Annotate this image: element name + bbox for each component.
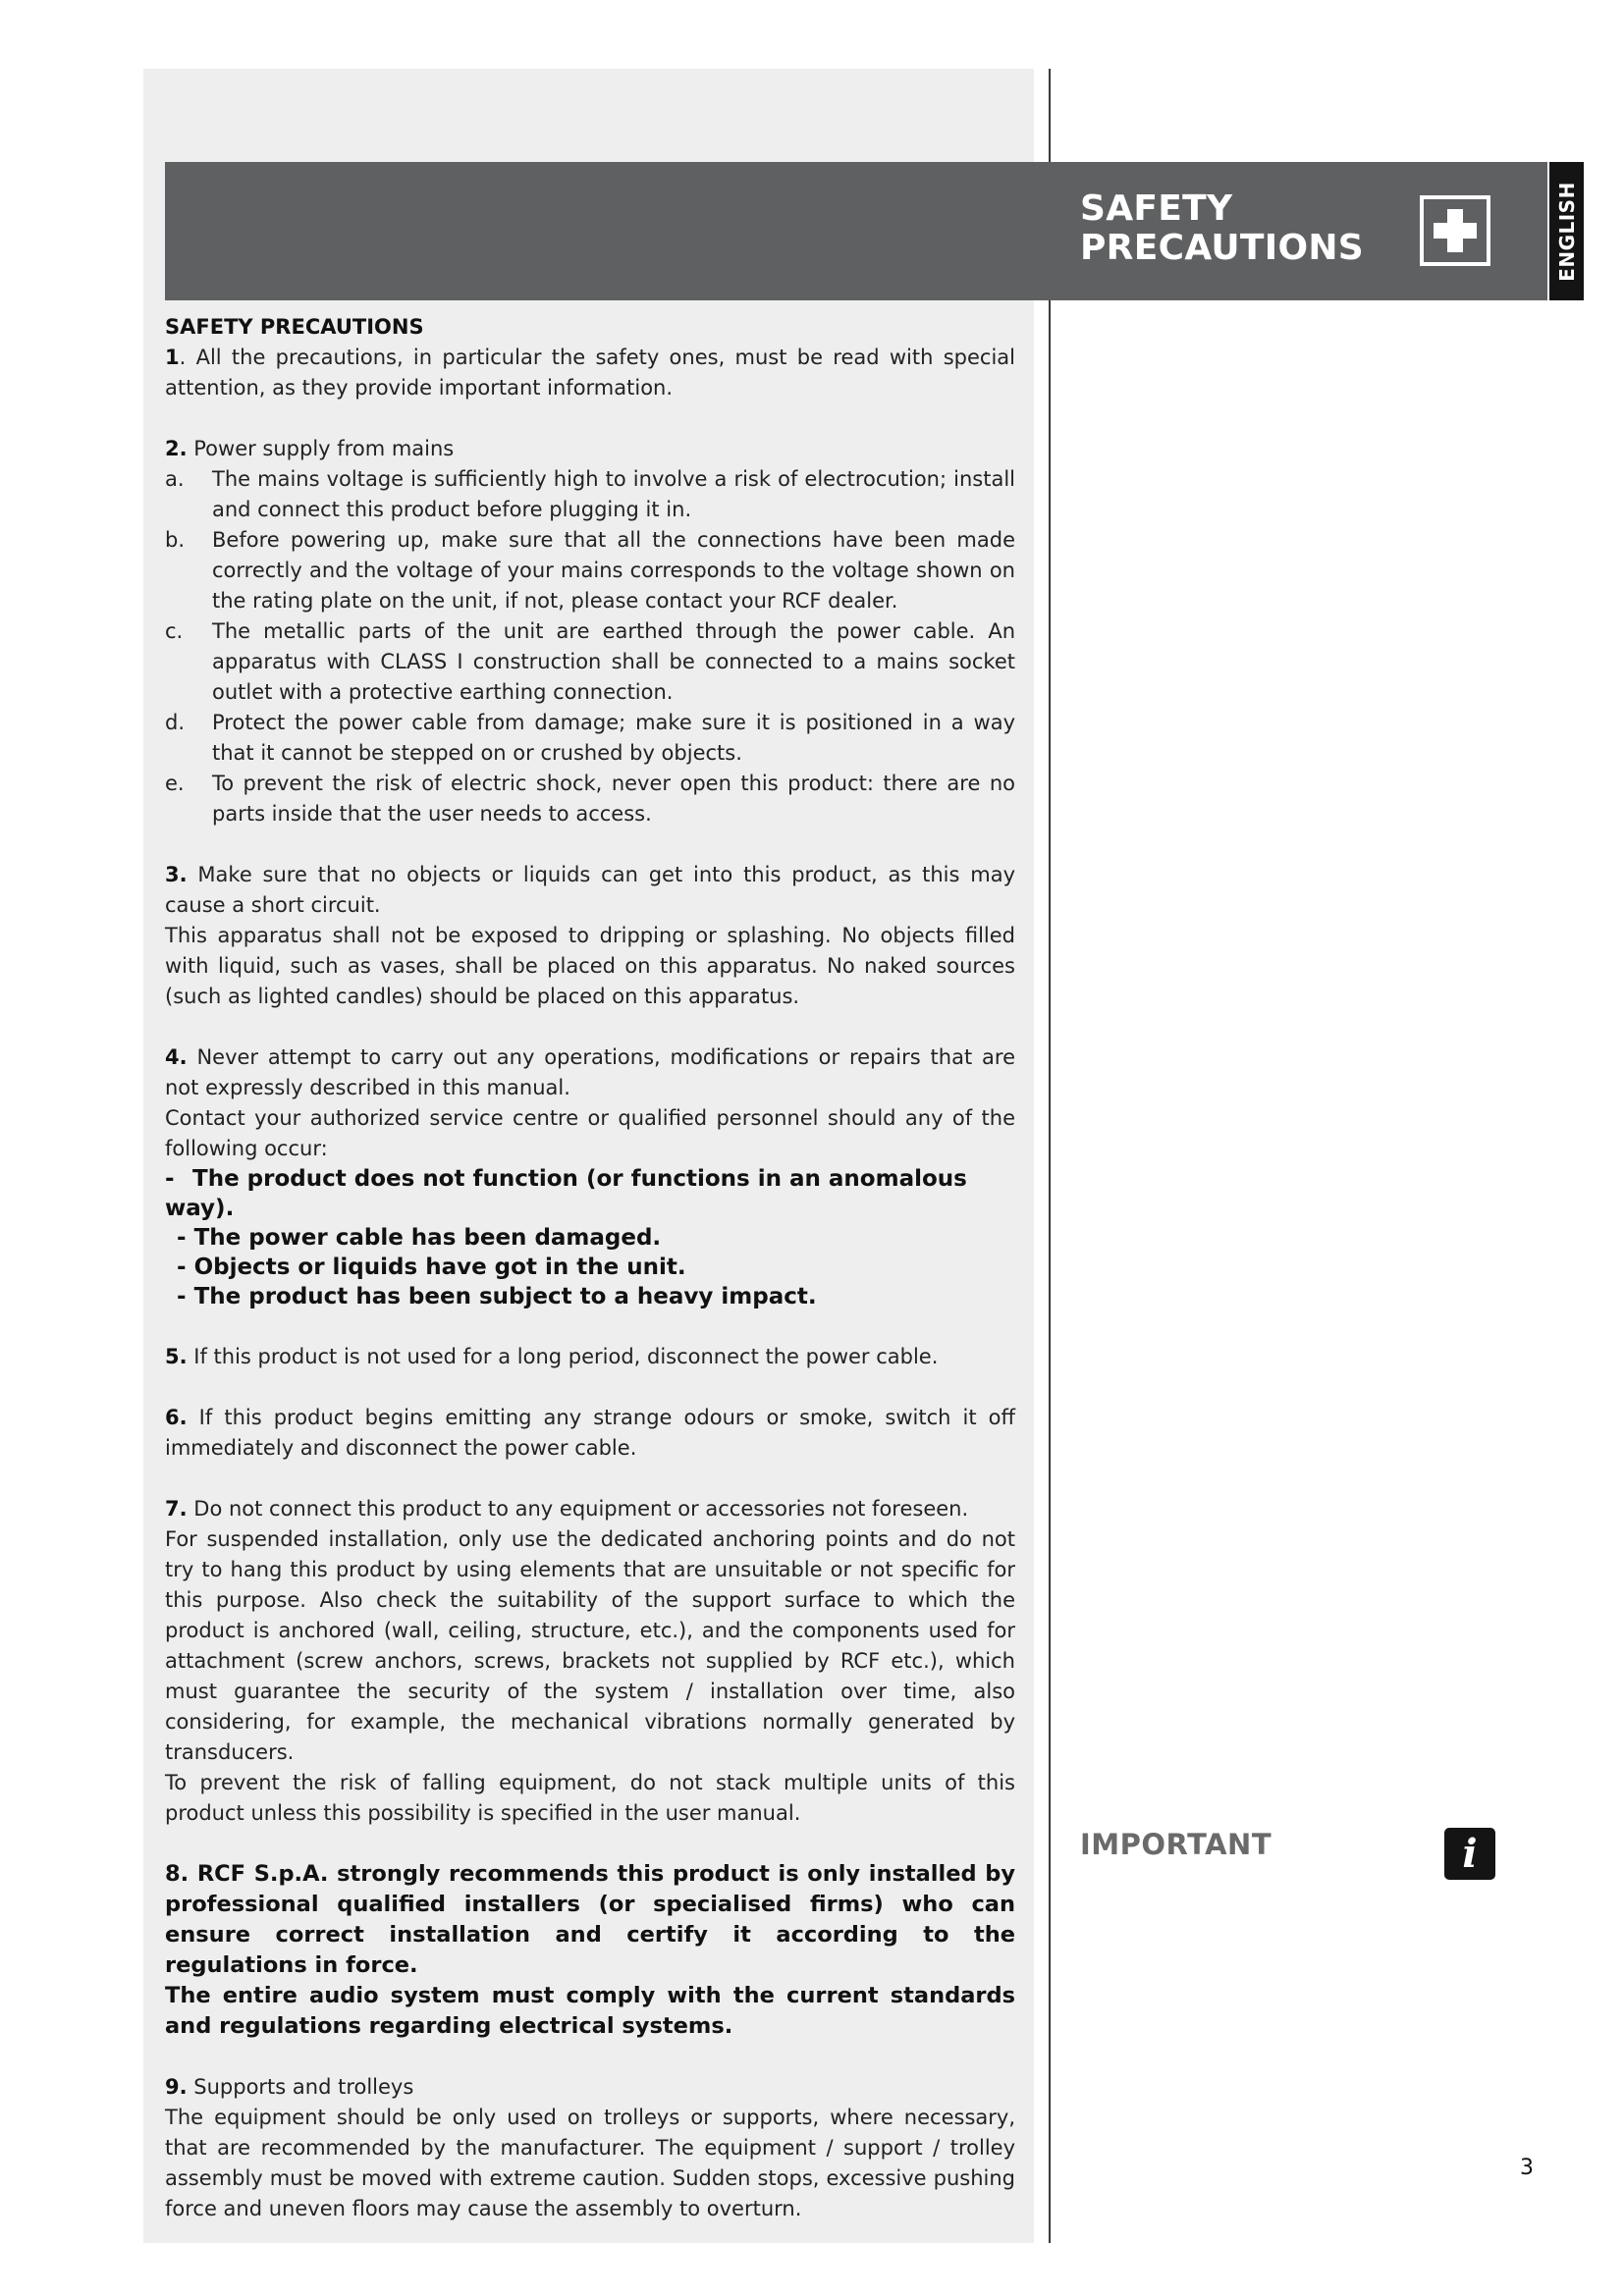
item-number: 6. (165, 1406, 188, 1429)
item-title: Power supply from mains (187, 437, 455, 460)
precaution-7 (165, 1494, 1015, 1524)
precaution-8-detail: The entire audio system must comply with the current standards and regulations regarding electrical systems. (165, 1983, 1015, 2039)
item-text: . All the precautions, in particular the safety ones, must be read with special attention, as they provide important information. (165, 346, 1015, 400)
precaution-7-detail-2: To prevent the risk of falling equipment, do not stack multiple units of this product unless this possibility is specified in the user manual. (165, 1771, 1015, 1825)
precaution-3 (165, 860, 1015, 921)
item-number: 2. (165, 437, 188, 460)
bullet-item: - The product does not function (or functions in an anomalous way). (165, 1166, 967, 1221)
safety-text (165, 312, 1015, 2224)
item-number: 3. (165, 863, 188, 886)
precaution-2-heading (165, 434, 1015, 464)
header-title (1080, 189, 1364, 268)
info-icon: i (1444, 1828, 1495, 1880)
precaution-9-detail: The equipment should be only used on trolleys or supports, where necessary, that are recommended by the manufacturer. The equipment / support / trolley assembly must be moved with extreme caution. Sudden stops, excessive pushing force and uneven floors may cause the assembly to overturn. (165, 2106, 1015, 2220)
language-tab-label: ENGLISH (1554, 181, 1579, 282)
important-label: IMPORTANT (1080, 1828, 1272, 1861)
item-number: 9. (165, 2075, 188, 2099)
first-aid-cross-icon (1420, 195, 1490, 266)
item-text: Do not connect this product to any equipment or accessories not foreseen. (187, 1497, 969, 1521)
precaution-9-heading (165, 2072, 1015, 2103)
column-divider (1049, 69, 1051, 2243)
header-title-line2: PRECAUTIONS (1080, 228, 1365, 268)
item-title: Supports and trolleys (187, 2075, 414, 2099)
header-title-line1: SAFETY (1080, 188, 1233, 229)
sub-item-e: e. To prevent the risk of electric shock, never open this product: there are no parts inside that the user needs to access. (165, 772, 1015, 826)
precaution-7-detail: For suspended installation, only use the dedicated anchoring points and do not try to hang this product by using elements that are unsuitable or not specific for this purpose. Also check the suitability of the support surface to which the product is anchored (wall, ceiling, structure, etc.), and the components used for attachment (screw anchors, screws, brackets not supplied by RCF etc.), which must guarantee the security of the system / installation over time, also considering, for example, the mechanical vibrations normally generated by transducers. (165, 1527, 1015, 1764)
item-number: 7. (165, 1497, 188, 1521)
bullet-item: - The product has been subject to a heavy impact. (177, 1284, 817, 1309)
precaution-4-detail: Contact your authorized service centre or qualified personnel should any of the following occur: (165, 1106, 1015, 1160)
bullet-item: - Objects or liquids have got in the unit. (177, 1255, 686, 1280)
bullet-item: - The power cable has been damaged. (177, 1225, 662, 1251)
precaution-3-detail: This apparatus shall not be exposed to dripping or splashing. No objects filled with liquid, such as vases, shall be placed on this apparatus. No naked sources (such as lighted candles) should be placed on this apparatus. (165, 924, 1015, 1008)
page-number: 3 (1520, 2156, 1534, 2180)
precaution-1 (165, 343, 1015, 403)
item-number: 5. (165, 1345, 188, 1368)
sub-item-c: c. The metallic parts of the unit are earthed through the power cable. An apparatus with CLASS I construction shall be connected to a mains socket outlet with a protective earthing connection. (165, 619, 1015, 704)
precaution-5 (165, 1342, 1015, 1372)
sub-item-b: b. Before powering up, make sure that all the connections have been made correctly and the voltage of your mains corresponds to the voltage shown on the rating plate on the unit, if not, please contact your RCF dealer. (165, 528, 1015, 613)
item-text: Never attempt to carry out any operations, modifications or repairs that are not expressly described in this manual. (165, 1045, 1015, 1099)
precaution-6 (165, 1403, 1015, 1464)
sub-item-d: d. Protect the power cable from damage; make sure it is positioned in a way that it cannot be stepped on or crushed by objects. (165, 711, 1015, 765)
item-text: Make sure that no objects or liquids can get into this product, as this may cause a short circuit. (165, 863, 1015, 917)
item-number: 1 (165, 346, 180, 369)
precaution-4 (165, 1042, 1015, 1103)
item-number: 4. (165, 1045, 188, 1069)
item-text: If this product is not used for a long period, disconnect the power cable. (187, 1345, 939, 1368)
sub-item-a: a. The mains voltage is sufficiently high to involve a risk of electrocution; install and connect this product before plugging it in. (165, 467, 1015, 521)
item-text: If this product begins emitting any strange odours or smoke, switch it off immediately and disconnect the power cable. (165, 1406, 1015, 1460)
language-tab (1549, 162, 1584, 300)
precaution-8: 8. RCF S.p.A. strongly recommends this product is only installed by professional qualified installers (or specialised firms) who can ensure correct installation and certify it according to the regulations in force. (165, 1861, 1015, 1978)
section-title: SAFETY PRECAUTIONS (165, 315, 424, 339)
